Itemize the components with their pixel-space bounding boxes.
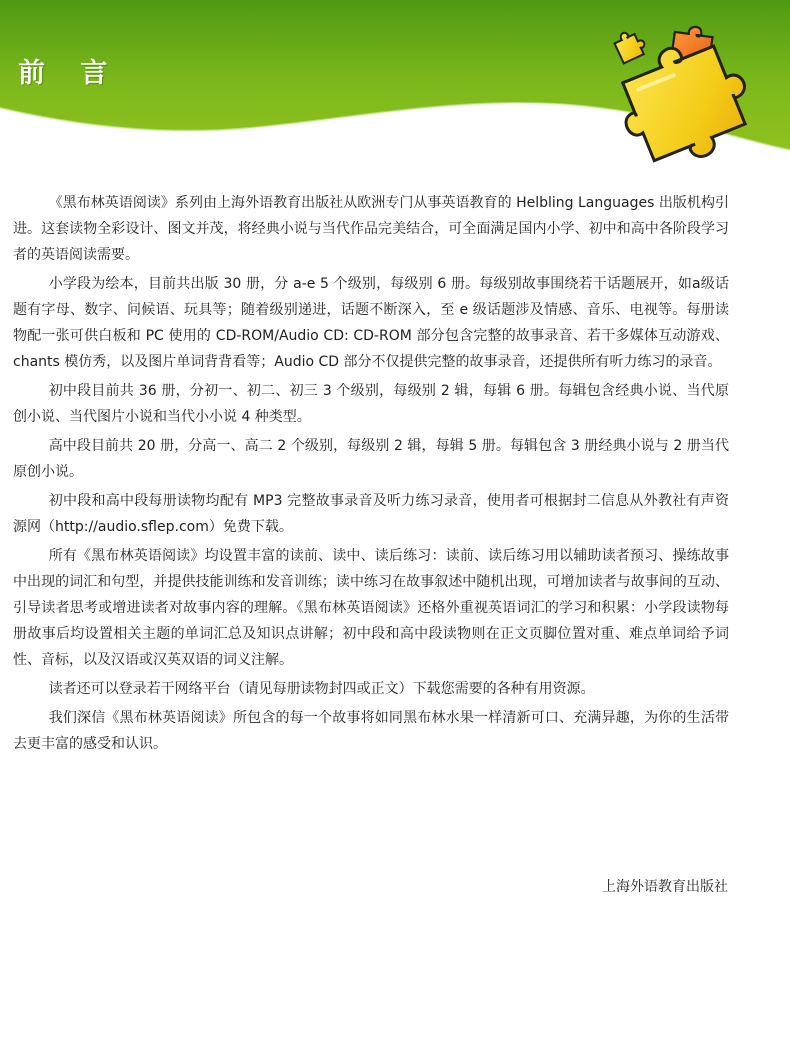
- paragraph: 初中段和高中段每册读物均配有 MP3 完整故事录音及听力练习录音，使用者可根据封二信息从外教社有声资源网（http://audio.sflep.com）免费下载。: [13, 493, 729, 535]
- paragraph: 小学段为绘本，目前共出版 30 册，分 a-e 5 个级别，每级别 6 册。每级别故事围绕若干话题展开，如a级话题有字母、数字、问候语、玩具等；随着级别递进，话题不断深入，至 e 级话题涉及情感、音乐、电视等。每册读物配一张可供白板和 PC 使用的 CD-ROM/Audio CD: CD-ROM 部分包含完整的故事录音、若干多媒体互动游戏、chants 模仿秀，以及图片单词背背看等；Audio CD 部分不仅提供完整的故事录音，还提供所有听力练习的录音。: [13, 276, 729, 370]
- page-title: 前 言: [18, 58, 121, 89]
- paragraph: 读者还可以登录若干网络平台（请见每册读物封四或正文）下载您需要的各种有用资源。: [48, 681, 595, 697]
- preface-body: [13, 190, 729, 760]
- publisher-signature: 上海外语教育出版社: [602, 879, 728, 895]
- paragraph: 我们深信《黑布林英语阅读》所包含的每一个故事将如同黑布林水果一样清新可口、充满异趣，为你的生活带去更丰富的感受和认识。: [13, 710, 729, 752]
- paragraph: 高中段目前共 20 册，分高一、高二 2 个级别，每级别 2 辑，每辑 5 册。每辑包含 3 册经典小说与 2 册当代原创小说。: [13, 438, 729, 480]
- paragraph: 所有《黑布林英语阅读》均设置丰富的读前、读中、读后练习：读前、读后练习用以辅助读者预习、操练故事中出现的词汇和句型，并提供技能训练和发音训练；读中练习在故事叙述中随机出现，可增加读者与故事间的互动、引导读者思考或增进读者对故事内容的理解。《黑布林英语阅读》还格外重视英语词汇的学习和积累：小学段读物每册故事后均设置相关主题的单词汇总及知识点讲解；初中段和高中段读物则在正文页脚位置对重、难点单词给予词性、音标，以及汉语或汉英双语的词义注解。: [13, 548, 729, 668]
- paragraph: 《黑布林英语阅读》系列由上海外语教育出版社从欧洲专门从事英语教育的 Helbling Languages 出版机构引进。这套读物全彩设计、图文并茂，将经典小说与当代作品完美结合，可全面满足国内小学、初中和高中各阶段学习者的英语阅读需要。: [13, 195, 729, 263]
- paragraph: 初中段目前共 36 册，分初一、初二、初三 3 个级别，每级别 2 辑，每辑 6 册。每辑包含经典小说、当代原创小说、当代图片小说和当代小小说 4 种类型。: [13, 383, 729, 425]
- header-banner: [0, 0, 790, 170]
